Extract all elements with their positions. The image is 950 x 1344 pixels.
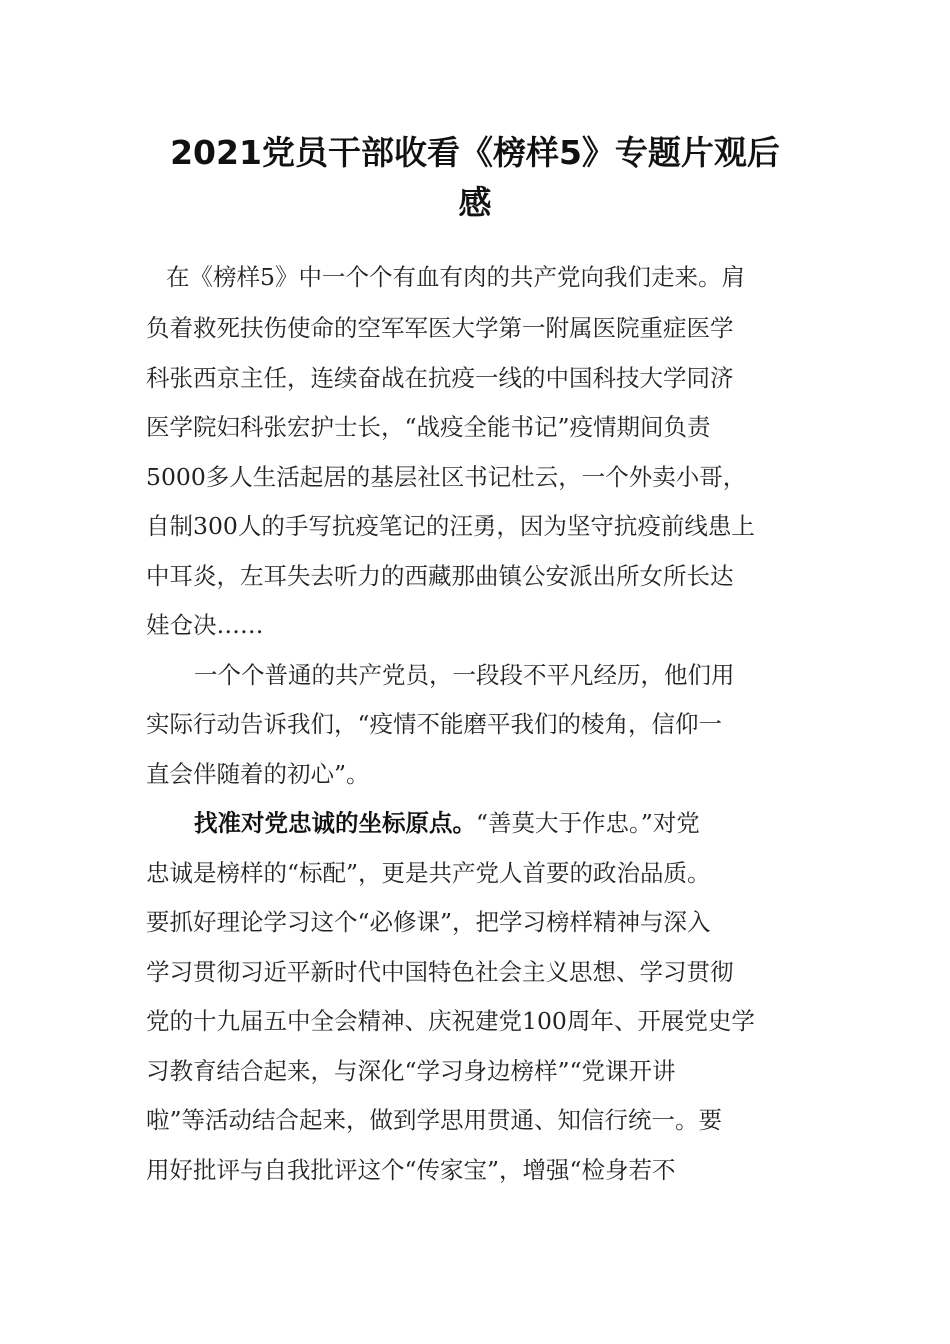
paragraph-1-line: 负着救死扶伤使命的空军军医大学第一附属医院重症医学	[146, 314, 734, 342]
paragraph-3-line: 忠诚是榜样的“标配”，更是共产党人首要的政治品质。	[146, 859, 711, 887]
paragraph-3-line: 啦”等活动结合起来，做到学思用贯通、知信行统一。要	[146, 1106, 723, 1134]
paragraph-3-line: 习教育结合起来，与深化“学习身边榜样”“党课开讲	[146, 1057, 676, 1085]
section-heading: 找准对党忠诚的坐标原点。	[194, 809, 476, 837]
paragraph-1-line: 娃仓决……	[146, 611, 264, 639]
title-line-2: 感	[458, 183, 492, 222]
paragraph-3-text: “善莫大于作忠。”对党	[476, 809, 700, 837]
paragraph-1-line: 5000多人生活起居的基层社区书记杜云，一个外卖小哥，	[146, 463, 747, 491]
paragraph-1-line: 中耳炎，左耳失去听力的西藏那曲镇公安派出所女所长达	[146, 562, 734, 590]
paragraph-2-line: 实际行动告诉我们，“疫情不能磨平我们的棱角，信仰一	[146, 710, 723, 738]
title-line-1: 2021党员干部收看《榜样5》专题片观后	[170, 133, 780, 172]
paragraph-2-line: 一个个普通的共产党员，一段段不平凡经历，他们用	[194, 661, 735, 689]
paragraph-1-line: 在《榜样5》中一个个有血有肉的共产党向我们走来。肩	[166, 263, 745, 291]
document-title	[130, 128, 820, 228]
paragraph-1-line: 医学院妇科张宏护士长，“战疫全能书记”疫情期间负责	[146, 413, 711, 441]
paragraph-3-first-line	[194, 808, 700, 838]
paragraph-1-line: 科张西京主任，连续奋战在抗疫一线的中国科技大学同济	[146, 364, 734, 392]
paragraph-3-line: 要抓好理论学习这个“必修课”，把学习榜样精神与深入	[146, 908, 711, 936]
paragraph-2-line: 直会伴随着的初心”。	[146, 760, 370, 788]
paragraph-3-line: 学习贯彻习近平新时代中国特色社会主义思想、学习贯彻	[146, 958, 734, 986]
paragraph-3-line: 党的十九届五中全会精神、庆祝建党100周年、开展党史学	[146, 1007, 755, 1035]
paragraph-1-line: 自制300人的手写抗疫笔记的汪勇，因为坚守抗疫前线患上	[146, 512, 755, 540]
paragraph-3-line: 用好批评与自我批评这个“传家宝”，增强“检身若不	[146, 1156, 676, 1184]
